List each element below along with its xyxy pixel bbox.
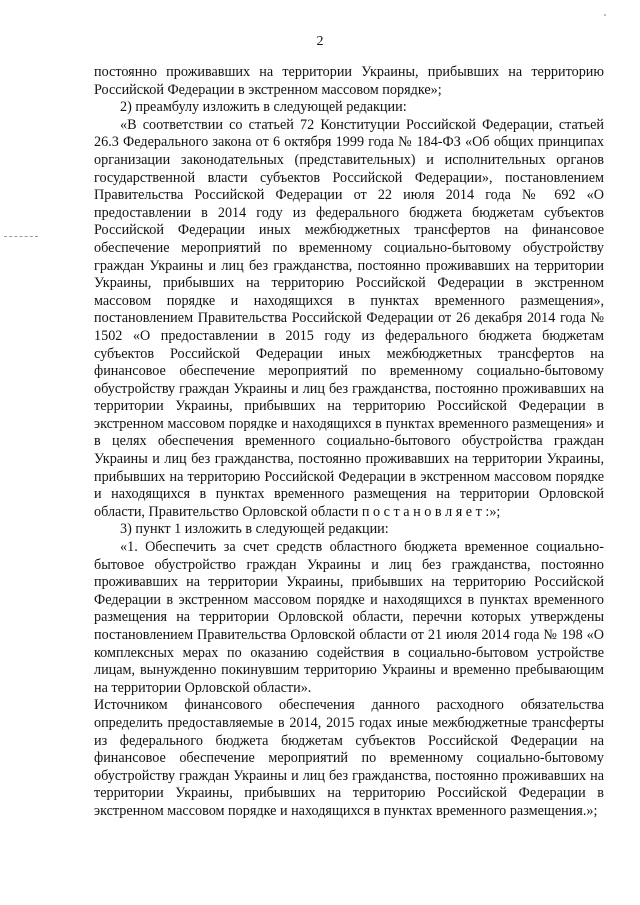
document-body [94,64,604,821]
margin-scan-mark [4,236,38,237]
paragraph-item-3: 3) пункт 1 изложить в следующей редакции: [120,521,389,538]
paragraph-funding-source: Источником финансового обеспечения данного расходного обязательства определить предоставляемые в 2014, 2015 годах иные межбюджетные трансферты из федерального бюджета бюджетам субъектов Российской Федерации на финансовое обеспечение мероприятий по временному социально-бытовому обустройству граждан Украины и лиц без гражданства, постоянно проживавших на территории Украины, прибывших на территорию Российской Федерации в экстренном массовом порядке и находящихся в пунктах временного размещения.»; [94,697,604,819]
paragraph-preamble: «В соответствии со статьей 72 Конституции Российской Федерации, статьей 26.3 Федерального закона от 6 октября 1999 года № 184-ФЗ «Об общих принципах организации законодательных (представительных) и исполнительных органов государственной власти субъектов Российской Федерации», постановлением Правительства Российской Федерации от 22 июля 2014 года № 692 «О предоставлении в 2014 году из федерального бюджета бюджетам субъектов Российской Федерации иных межбюджетных трансфертов на финансовое обеспечение мероприятий по временному социально-бытовому обустройству граждан Украины и лиц без гражданства, постоянно проживавших на территории Украины, прибывших на территорию Российской Федерации в экстренном массовом порядке и находящихся в пунктах временного размещения», постановлением Правительства Российской Федерации от 26 декабря 2014 года № 1502 «О предоставлении в 2015 году из федерального бюджета бюджетам субъектов Российской Федерации иных межбюджетных трансфертов на финансовое обеспечение мероприятий по временному социально-бытовому обустройству граждан Украины и лиц без гражданства, постоянно проживавших на территории Украины, прибывших на территорию Российской Федерации в экстренном массовом порядке и находящихся в пунктах временного размещения» и в целях обеспечения временного социально-бытового обустройства граждан Украины и лиц без гражданства, постоянно проживавших на территории Украины, прибывших на территорию Российской Федерации в экстренном массовом порядке и находящихся в пунктах временного размещения на территории Орловской области, Правительство Орловской области п о с т а н о в л я е т :»; [94,116,604,520]
paragraph-item-2: 2) преамбулу изложить в следующей редакции: [120,99,407,116]
page-number: 2 [316,34,324,49]
paragraph-continuation: постоянно проживавших на территории Украины, прибывших на территорию Российской Федерации в экстренном массовом порядке»; [94,64,604,98]
scan-speck [604,14,606,16]
paragraph-point-1: «1. Обеспечить за счет средств областного бюджета временное социально-бытовое обустройство граждан Украины и лиц без гражданства, постоянно проживавших на территории Украины, прибывших на территорию Российской Федерации в экстренном массовом порядке и находящихся в пунктах временного размещения на территории Орловской области, перечни которых утверждены постановлением Правительства Орловской области от 21 июля 2014 года № 198 «О комплексных мерах по оказанию содействия в социально-бытовом устройстве лицам, вынужденно покинувшим территорию Украины и временно пребывающим на территории Орловской области». [94,539,604,696]
